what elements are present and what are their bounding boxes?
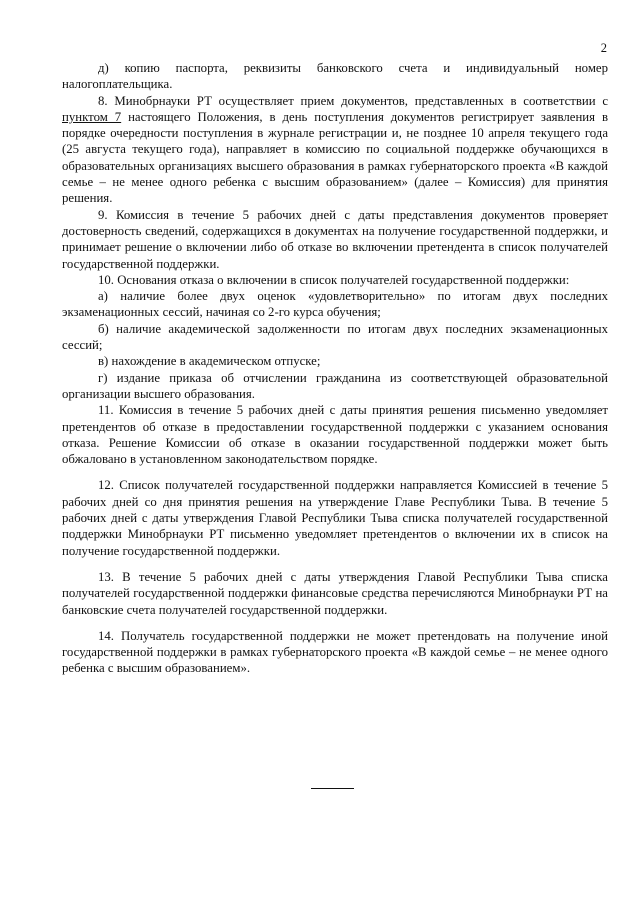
paragraph-item-d: д) копию паспорта, реквизиты банковского счета и индивидуальный номер налогоплательщика. bbox=[62, 61, 608, 92]
point-7-link[interactable]: пунктом 7 bbox=[62, 109, 122, 124]
paragraph-8 bbox=[62, 93, 608, 207]
paragraph-8-text-start: 8. Минобрнауки РТ осуществляет прием документов, представленных в соответствии с bbox=[98, 93, 608, 108]
paragraph-9: 9. Комиссия в течение 5 рабочих дней с даты представления документов проверяет достоверность сведений, содержащихся в документах на получение государственной поддержки, и принимает решение о включении либо об отказе во включении претендента в список получателей государственной поддержки. bbox=[62, 207, 608, 271]
paragraph-11: 11. Комиссия в течение 5 рабочих дней с даты принятия решения письменно уведомляет претендентов об отказе в предоставлении государственной поддержки с указанием основания отказа. Решение Комиссии об отказе в оказании государственной поддержки может быть обжаловано в установленном законодательством порядке. bbox=[62, 403, 608, 467]
page-number: 2 bbox=[600, 41, 607, 55]
paragraph-10: 10. Основания отказа о включении в список получателей государственной поддержки: bbox=[98, 272, 570, 287]
paragraph-10-item-g: г) издание приказа об отчислении гражданина из соответствующей образовательной организации высшего образования. bbox=[62, 370, 608, 401]
paragraph-13: 13. В течение 5 рабочих дней с даты утверждения Главой Республики Тыва списка получателей государственной поддержки финансовые средства перечисляются Минобрнауки РТ на банковские счета получателей государственной поддержки. bbox=[62, 569, 608, 617]
paragraph-10-item-b: б) наличие академической задолженности по итогам двух последних экзаменационных сессий; bbox=[62, 321, 608, 353]
paragraph-12: 12. Список получателей государственной поддержки направляется Комиссией в течение 5 рабочих дней со дня принятия решения на утверждение Главе Республики Тыва. В течение 5 рабочих дней с даты утверждения Главой Республики Тыва списка получателей государственной поддержки Минобрнауки РТ письменно уведомляет претендентов о включении их в список на получение государственной поддержки. bbox=[62, 478, 608, 558]
paragraph-8-text-end: настоящего Положения, в день поступления документов регистрирует заявления в порядке очередности поступления в журнале регистрации и, не позднее 10 апреля текущего года (25 августа текущего года), направляет в комиссию по социальной поддержке обучающихся в образовательных организациях высшего образования в рамках губернаторского проекта «В каждой семье – не менее одного ребенка с высшим образованием» (далее – Комиссия) для принятия решения. bbox=[62, 109, 608, 206]
paragraph-10-item-a: а) наличие более двух оценок «удовлетворительно» по итогам двух последних экзаменационных сессий, начиная со 2-го курса обучения; bbox=[62, 289, 608, 320]
closing-divider bbox=[311, 788, 354, 789]
paragraph-10-item-v: в) нахождение в академическом отпуске; bbox=[98, 354, 321, 369]
document-body bbox=[62, 60, 608, 677]
paragraph-14: 14. Получатель государственной поддержки не может претендовать на получение иной государственной поддержки в рамках губернаторского проекта «В каждой семье – не менее одного ребенка с высшим образованием». bbox=[62, 628, 608, 676]
